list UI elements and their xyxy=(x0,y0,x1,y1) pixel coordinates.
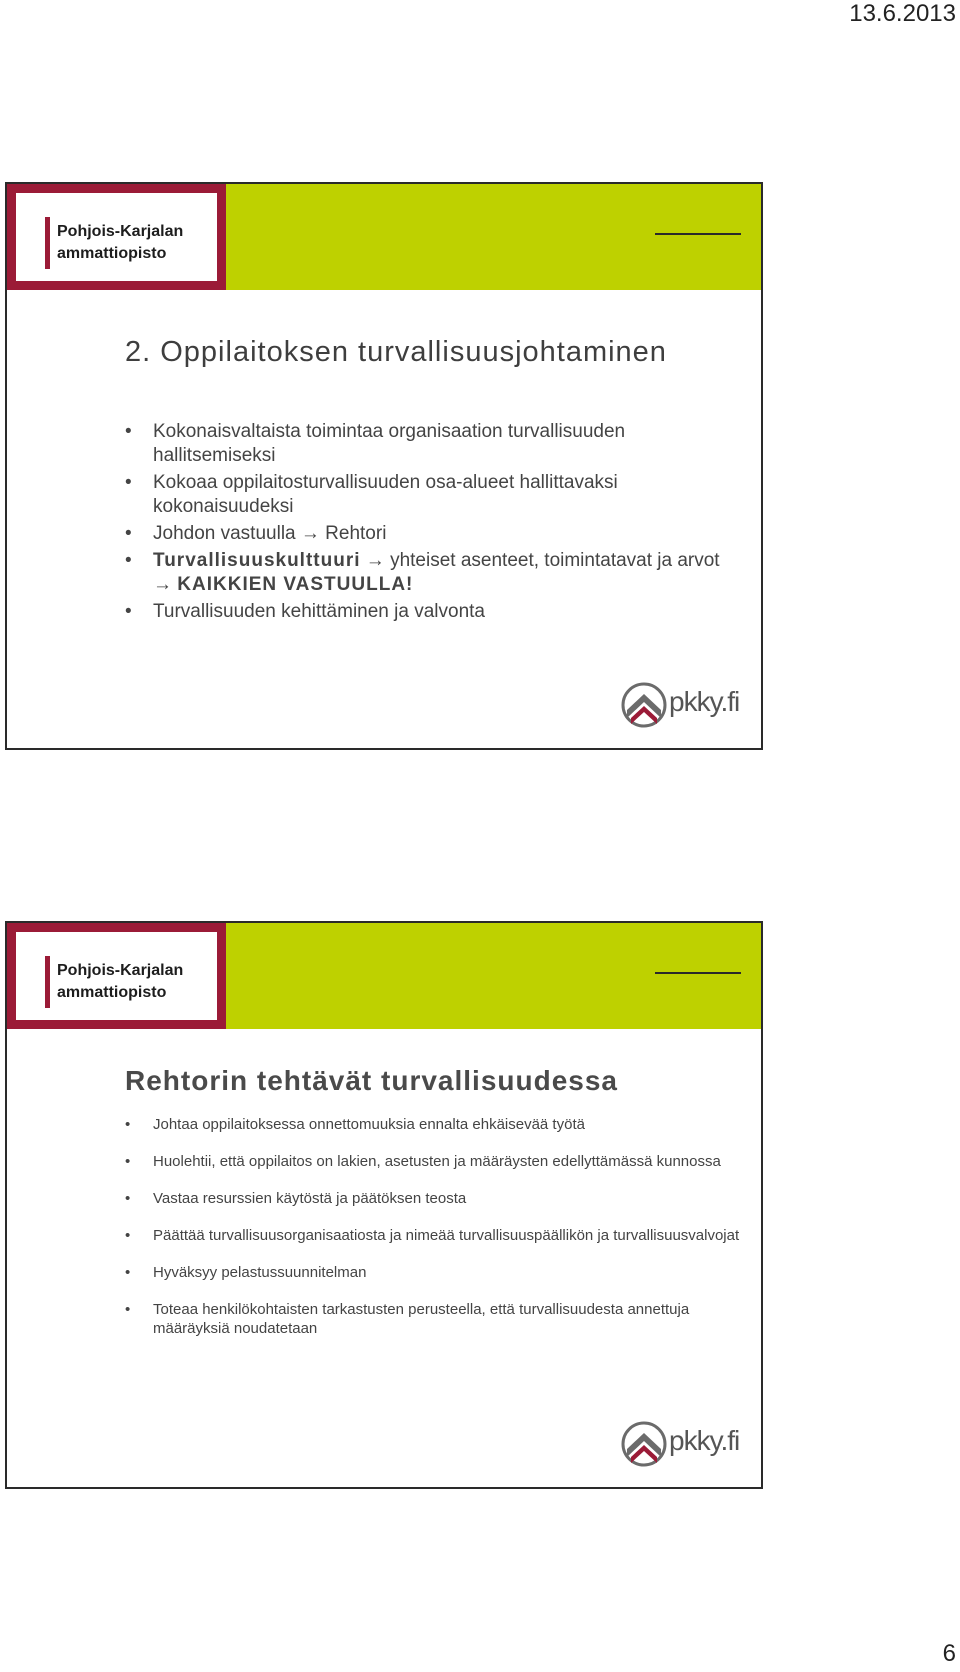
slide-2 xyxy=(5,921,763,1489)
bullet-icon: • xyxy=(125,1301,131,1318)
slide-title: Rehtorin tehtävät turvallisuudessa xyxy=(125,1065,619,1096)
bullet-emphasis: Turvallisuuskulttuuri xyxy=(153,550,361,571)
list-item xyxy=(125,600,725,624)
list-item xyxy=(125,1226,745,1245)
bullet-text: Turvallisuuden kehittäminen ja valvonta xyxy=(153,601,485,622)
list-item xyxy=(125,1115,745,1134)
bullet-icon: • xyxy=(125,472,132,493)
arrow-right-icon: → xyxy=(365,550,385,571)
logo-bar xyxy=(45,956,50,1008)
logo-text-line2: ammattiopisto xyxy=(57,984,167,1001)
pkky-wordmark: pkky.fi xyxy=(669,1425,740,1456)
bullet-text: Johtaa oppilaitoksessa onnettomuuksia ennalta ehkäisevää työtä xyxy=(153,1116,585,1133)
pkky-house-icon xyxy=(621,680,667,730)
bullet-icon: • xyxy=(125,1190,131,1207)
logo-text-line2: ammattiopisto xyxy=(57,245,167,262)
bullet-icon: • xyxy=(125,1264,131,1281)
pkky-logo xyxy=(621,680,741,730)
bullet-list xyxy=(125,1115,745,1356)
bullet-text: Huolehtii, että oppilaitos on lakien, asetusten ja määräysten edellyttämässä kunnossa xyxy=(153,1153,721,1170)
list-item xyxy=(125,420,725,468)
list-item xyxy=(125,1189,745,1208)
slide-header xyxy=(7,923,761,1029)
bullet-emphasis: KAIKKIEN VASTUULLA! xyxy=(177,574,414,595)
list-item xyxy=(125,1300,745,1338)
slide-1 xyxy=(5,182,763,750)
bullet-icon: • xyxy=(125,550,132,571)
bullet-text: Rehtori xyxy=(325,523,387,544)
pkky-logo xyxy=(621,1419,741,1469)
bullet-icon: • xyxy=(125,1153,131,1170)
header-rule xyxy=(655,233,741,235)
bullet-icon: • xyxy=(125,1116,131,1133)
bullet-text: Vastaa resurssien käytöstä ja päätöksen teosta xyxy=(153,1190,467,1207)
bullet-icon: • xyxy=(125,601,132,622)
bullet-icon: • xyxy=(125,421,132,442)
arrow-right-icon: → xyxy=(153,574,172,595)
bullet-text: Hyväksyy pelastussuunnitelman xyxy=(153,1264,367,1281)
list-item xyxy=(125,549,725,597)
bullet-text: Toteaa henkilökohtaisten tarkastusten perusteella, että turvallisuudesta annettuja määräyksiä noudatetaan xyxy=(153,1301,690,1337)
arrow-right-icon: → xyxy=(300,523,320,544)
logo-text-line1: Pohjois-Karjalan xyxy=(57,962,184,979)
slide-header xyxy=(7,184,761,290)
institution-logo xyxy=(7,184,226,290)
list-item xyxy=(125,522,725,546)
bullet-icon: • xyxy=(125,523,132,544)
slide-title: 2. Oppilaitoksen turvallisuusjohtaminen xyxy=(125,336,667,368)
pkky-house-icon xyxy=(621,1419,667,1469)
bullet-text: Johdon vastuulla xyxy=(153,523,296,544)
list-item xyxy=(125,1263,745,1282)
bullet-list xyxy=(125,420,725,627)
institution-logo xyxy=(7,923,226,1029)
bullet-text: Kokoaa oppilaitosturvallisuuden osa-alueet hallittavaksi kokonaisuudeksi xyxy=(153,472,618,517)
bullet-text: Kokonaisvaltaista toimintaa organisaation turvallisuuden hallitsemiseksi xyxy=(153,421,626,466)
list-item xyxy=(125,471,725,519)
page-number: 6 xyxy=(942,1640,956,1667)
list-item xyxy=(125,1152,745,1171)
logo-text-line1: Pohjois-Karjalan xyxy=(57,223,184,240)
header-rule xyxy=(655,972,741,974)
bullet-icon: • xyxy=(125,1227,131,1244)
pkky-wordmark: pkky.fi xyxy=(669,686,740,717)
logo-bar xyxy=(45,217,50,269)
bullet-text: yhteiset asenteet, toimintatavat ja arvot xyxy=(390,550,720,571)
bullet-text: Päättää turvallisuusorganisaatiosta ja nimeää turvallisuuspäällikön ja turvallisuusvalvojat xyxy=(153,1227,740,1244)
page-date: 13.6.2013 xyxy=(849,0,956,27)
